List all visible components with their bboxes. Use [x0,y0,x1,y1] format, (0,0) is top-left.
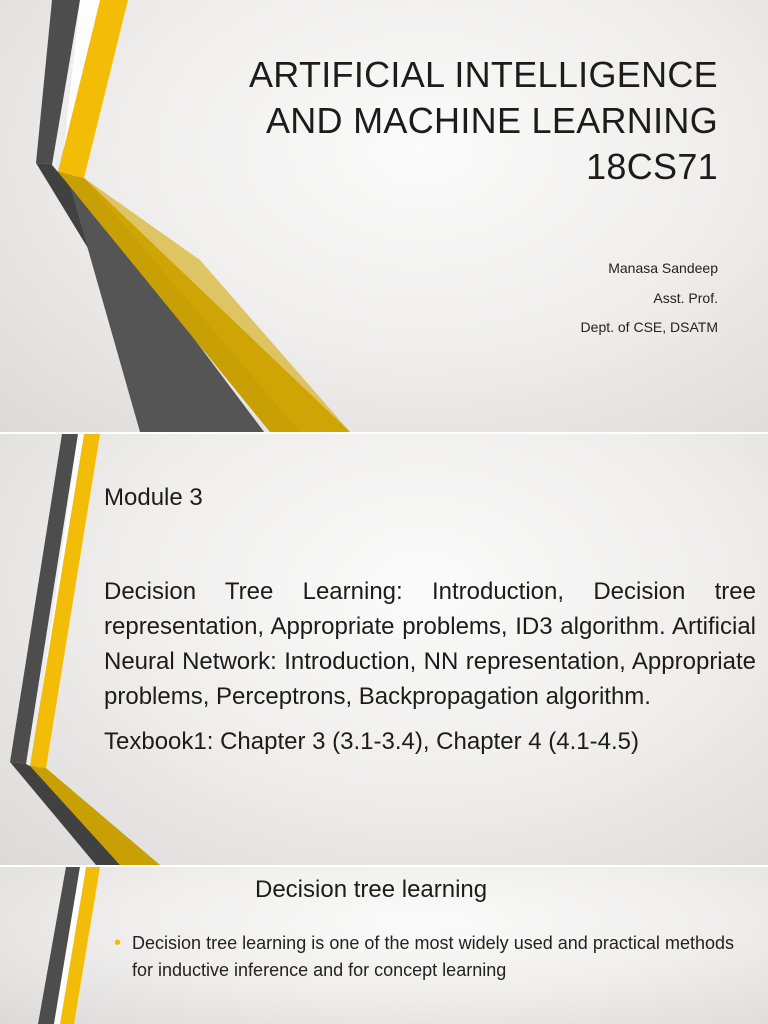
title-line-1: ARTIFICIAL INTELLIGENCE [248,54,718,95]
module-heading: Module 3 [104,484,203,511]
title-line-2: AND MACHINE LEARNING [265,100,718,141]
bullet-item [114,930,734,984]
syllabus-text: Decision Tree Learning: Introduction, Decision tree representation, Appropriate problems, ID3 algorithm. Artificial Neural Network: Introduction, NN representation, Appropriate problems, Perceptrons, Backpropagation algorithm. [104,578,756,710]
title-slide [0,0,768,432]
bullet-icon: • [114,932,122,954]
author-name: Manasa Sandeep [608,260,718,276]
bullet-text: Decision tree learning is one of the most widely used and practical methods for inductive inference and for concept learning [132,933,734,980]
presentation-title [158,52,718,190]
author-designation: Asst. Prof. [653,289,718,306]
slide-heading: Decision tree learning [255,876,488,903]
course-code: 18CS71 [586,146,718,187]
textbook-reference: Texbook1: Chapter 3 (3.1-3.4), Chapter 4 (4.1-4.5) [104,728,639,755]
author-department: Dept. of CSE, DSATM [580,319,718,335]
author-block [581,254,718,343]
module-content [104,574,756,769]
